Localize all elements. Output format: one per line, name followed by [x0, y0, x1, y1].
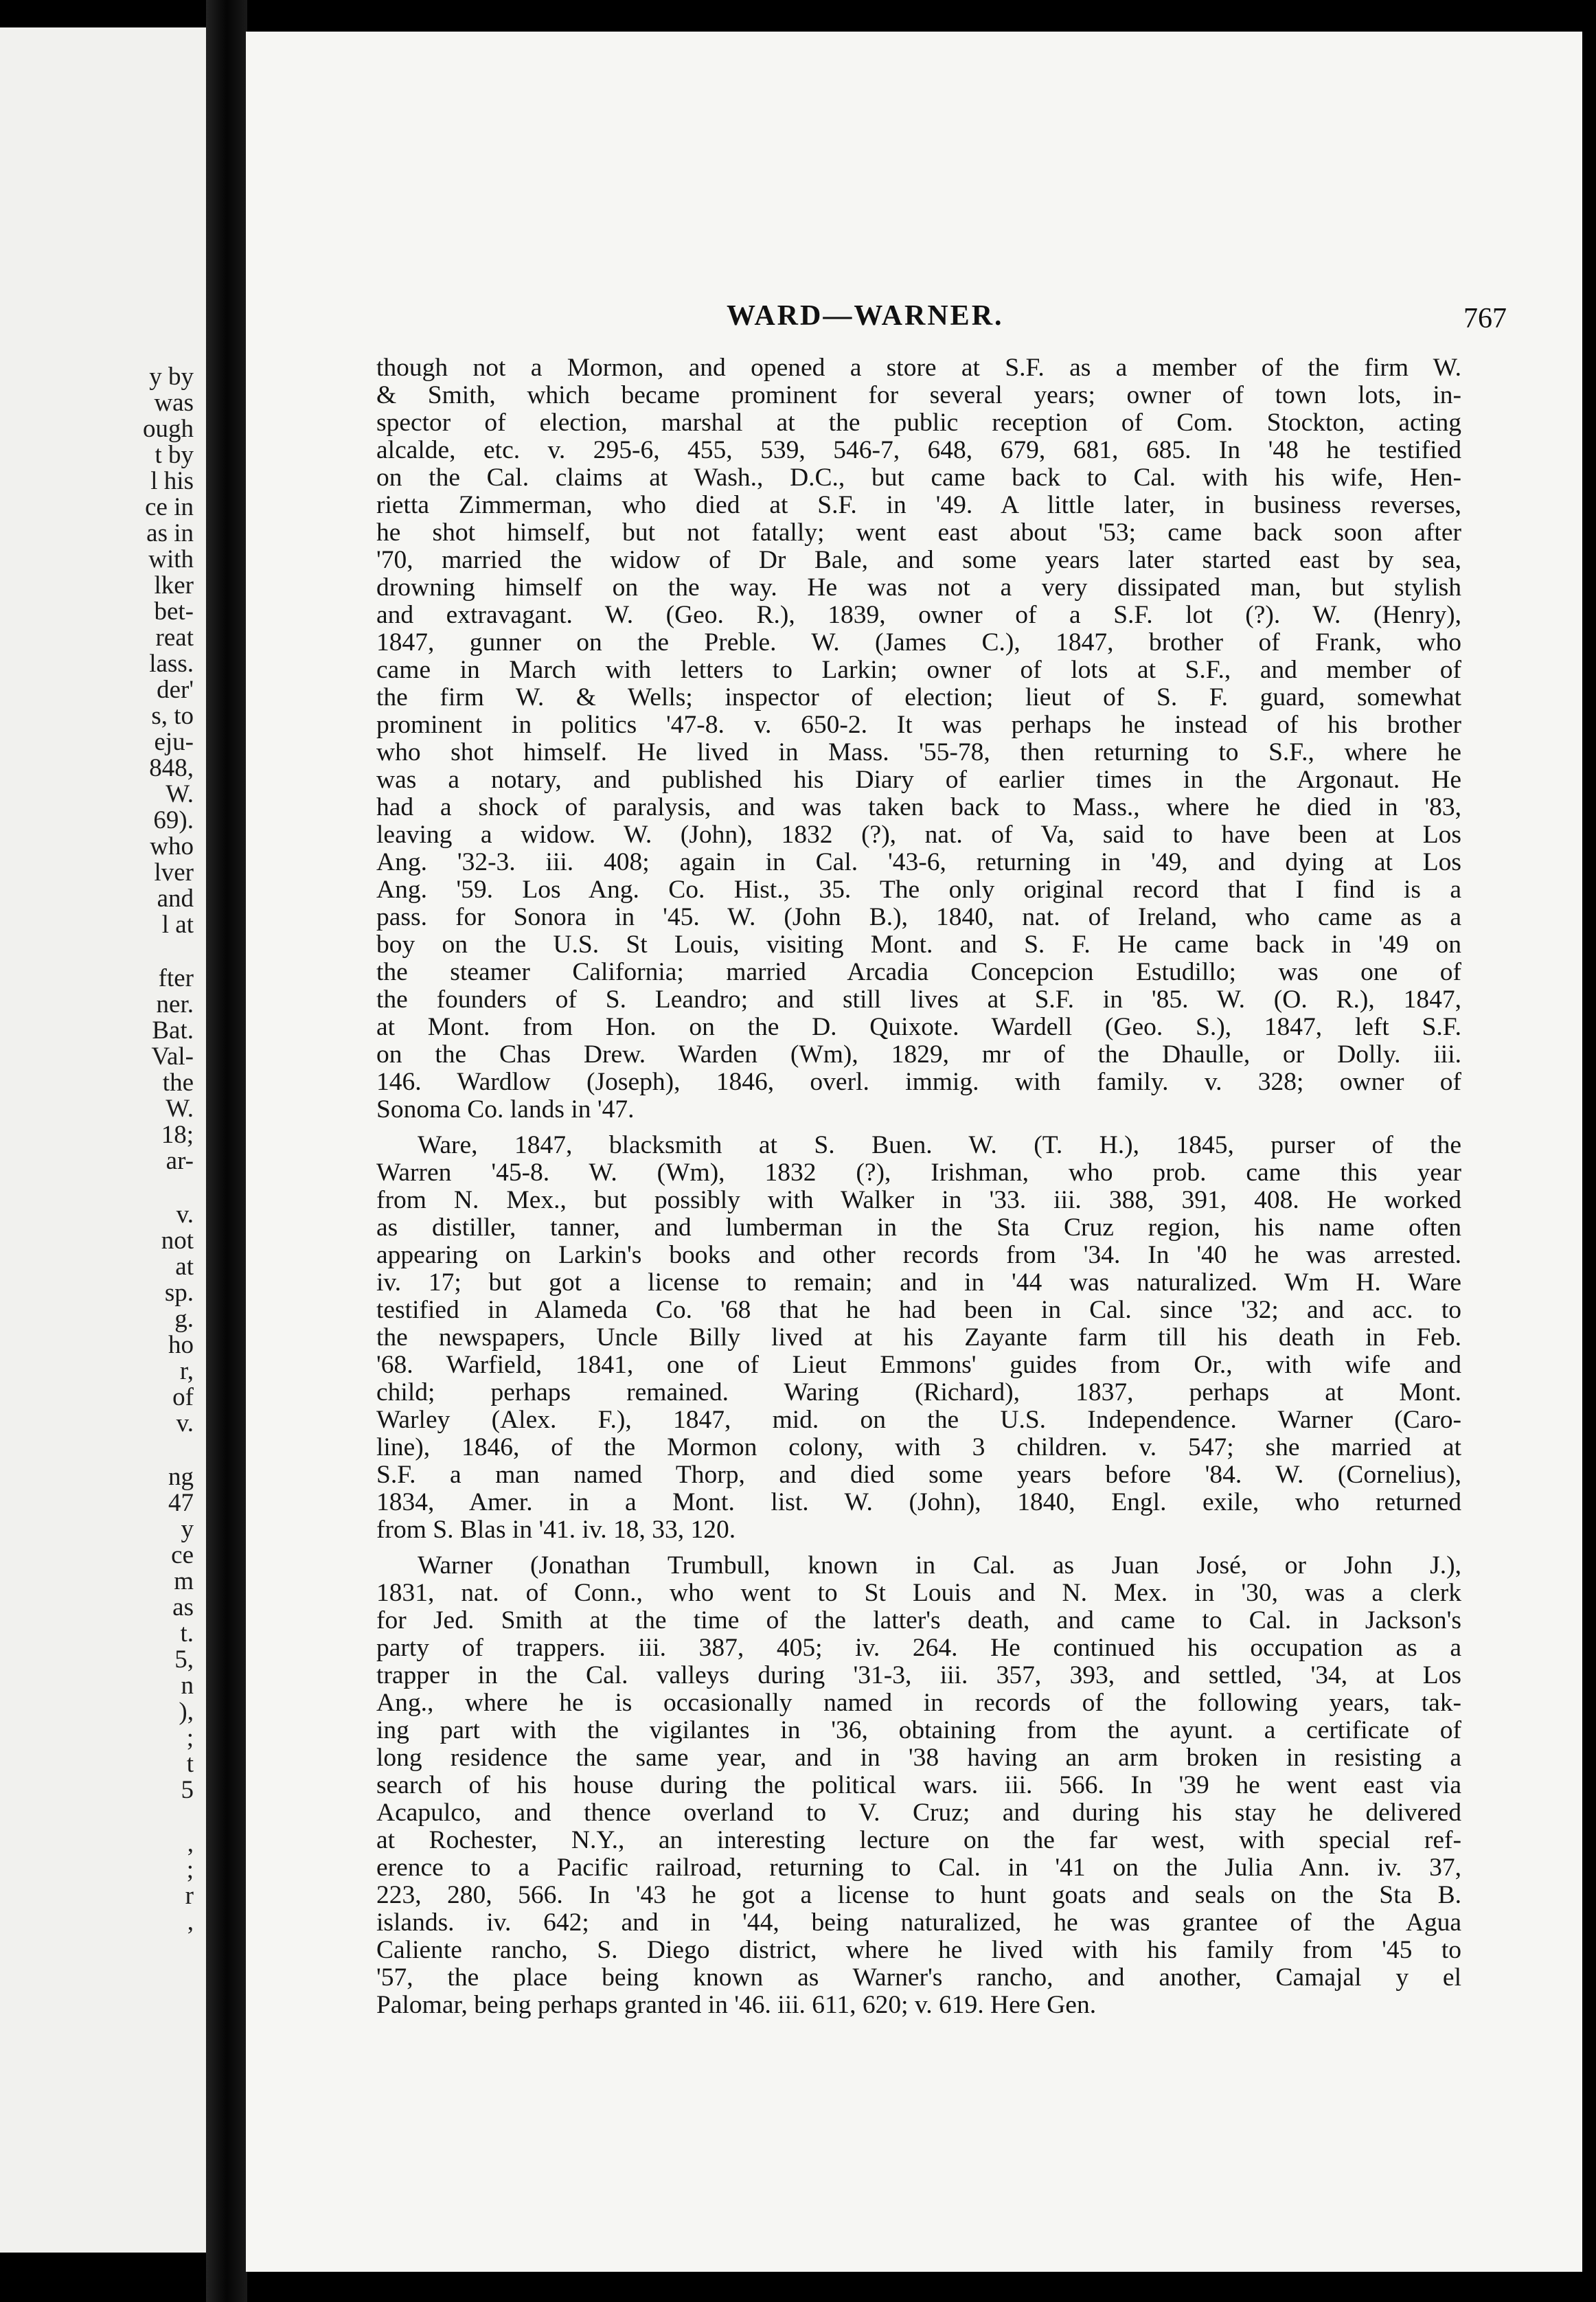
left-page-fragment: reat [155, 624, 194, 652]
page-title: WARD—WARNER. [727, 300, 1004, 332]
left-page-fragment: W. [166, 1095, 194, 1123]
left-page-fragment: eju- [154, 728, 194, 756]
text-line: 146. Wardlow (Joseph), 1846, overl. immig. with family. v. 328; owner of [376, 1068, 1461, 1096]
text-line: Sonoma Co. lands in '47. [376, 1095, 635, 1124]
text-line: at Rochester, N.Y., an interesting lecture on the far west, with special ref- [376, 1826, 1461, 1854]
left-page-fragment: t. [180, 1619, 194, 1648]
left-page-fragment: lver [154, 858, 194, 887]
text-body [376, 354, 1461, 2019]
left-page-fragment: 18; [161, 1121, 194, 1149]
text-line: erence to a Pacific railroad, returning to Cal. in '41 on the Julia Ann. iv. 37, [376, 1854, 1461, 1882]
left-page-fragment: ; [186, 1724, 194, 1752]
left-page-fragment: t by [155, 441, 194, 469]
text-line: line), 1846, of the Mormon colony, with 3 children. v. 547; she married at [376, 1433, 1461, 1461]
text-line: Caliente rancho, S. Diego district, where he lived with his family from '45 to [376, 1936, 1461, 1964]
text-line: '57, the place being known as Warner's rancho, and another, Camajal y el [376, 1963, 1461, 1992]
book-gutter [206, 0, 247, 2302]
book-page [246, 32, 1582, 2272]
left-page-fragment: ar- [166, 1147, 194, 1175]
left-page-fragment: Val- [151, 1042, 194, 1071]
text-line: the founders of S. Leandro; and still lives at S.F. in '85. W. (O. R.), 1847, [376, 985, 1461, 1014]
left-page-fragment: m [174, 1567, 194, 1595]
text-line: and extravagant. W. (Geo. R.), 1839, owner of a S.F. lot (?). W. (Henry), [376, 601, 1461, 629]
paragraph [376, 1132, 1461, 1544]
left-page-fragment [0, 1803, 194, 1831]
text-line: who shot himself. He lived in Mass. '55-78, then returning to S.F., where he [376, 738, 1461, 766]
text-line: spector of election, marshal at the public reception of Com. Stockton, acting [376, 409, 1461, 437]
left-page-fragment: Bat. [152, 1016, 194, 1045]
left-facing-page [0, 27, 206, 2253]
left-page-fragment: s, to [151, 702, 194, 730]
left-page-fragment: g. [174, 1305, 194, 1333]
paragraph [376, 1552, 1461, 2019]
text-line: 1831, nat. of Conn., who went to St Louis and N. Mex. in '30, was a clerk [376, 1579, 1461, 1607]
text-line: Warley (Alex. F.), 1847, mid. on the U.S. Independence. Warner (Caro- [376, 1406, 1461, 1434]
left-page-fragment: not [161, 1227, 194, 1255]
left-page-fragment [0, 1174, 194, 1202]
left-page-fragment: with [148, 545, 194, 573]
left-page-fragment: ho [168, 1331, 194, 1359]
left-page-fragment: ng [168, 1463, 194, 1491]
text-line: as distiller, tanner, and lumberman in the Sta Cruz region, his name often [376, 1213, 1461, 1242]
text-line: pass. for Sonora in '45. W. (John B.), 1840, nat. of Ireland, who came as a [376, 903, 1461, 931]
text-line: was a notary, and published his Diary of earlier times in the Argonaut. He [376, 766, 1461, 794]
left-page-fragment: y [181, 1515, 194, 1543]
text-line: 223, 280, 566. In '43 he got a license to hunt goats and seals on the Sta B. [376, 1881, 1461, 1909]
text-line: Ang., where he is occasionally named in records of the following years, tak- [376, 1689, 1461, 1717]
text-line: had a shock of paralysis, and was taken back to Mass., where he died in '83, [376, 793, 1461, 821]
left-page-fragment: l his [150, 467, 194, 495]
left-page-fragment: , [187, 1830, 194, 1858]
text-line: prominent in politics '47-8. v. 650-2. It was perhaps he instead of his brother [376, 711, 1461, 739]
left-page-fragment: fter [158, 964, 194, 992]
left-page-fragment: 69). [153, 806, 194, 834]
text-line: on the Chas Drew. Warden (Wm), 1829, mr of the Dhaulle, or Dolly. iii. [376, 1040, 1461, 1069]
left-page-fragment: lass. [149, 650, 194, 678]
left-page-fragment [0, 938, 194, 966]
text-line: alcalde, etc. v. 295-6, 455, 539, 546-7, 648, 679, 681, 685. In '48 he testified [376, 436, 1461, 464]
text-line: appearing on Larkin's books and other records from '34. In '40 he was arrested. [376, 1241, 1461, 1269]
text-line: on the Cal. claims at Wash., D.C., but came back to Cal. with his wife, Hen- [376, 464, 1461, 492]
text-line: trapper in the Cal. valleys during '31-3, iii. 357, 393, and settled, '34, at Los [376, 1661, 1461, 1689]
left-page-fragment: , [187, 1908, 194, 1936]
text-line: at Mont. from Hon. on the D. Quixote. Wardell (Geo. S.), 1847, left S.F. [376, 1013, 1461, 1041]
text-line: islands. iv. 642; and in '44, being naturalized, he was grantee of the Agua [376, 1908, 1461, 1937]
text-line: rietta Zimmerman, who died at S.F. in '49. A little later, in business reverses, [376, 491, 1461, 519]
paragraph [376, 354, 1461, 1124]
left-page-fragment: W. [166, 780, 194, 808]
left-page-fragment: der' [157, 676, 194, 704]
running-head [246, 299, 1582, 347]
text-line: Warner (Jonathan Trumbull, known in Cal. as Juan José, or John J.), [418, 1551, 1461, 1580]
text-line: Ang. '32-3. iii. 408; again in Cal. '43-6, returning in '49, and dying at Los [376, 848, 1461, 876]
left-page-fragment: bet- [154, 597, 194, 626]
text-line: from N. Mex., but possibly with Walker in '33. iii. 388, 391, 408. He worked [376, 1186, 1461, 1214]
text-line: 1847, gunner on the Preble. W. (James C.), 1847, brother of Frank, who [376, 628, 1461, 657]
left-page-fragment: ner. [156, 990, 194, 1018]
left-page-fragment: the [162, 1069, 194, 1097]
text-line: he shot himself, but not fatally; went east about '53; came back soon after [376, 518, 1461, 547]
left-page-fragment: y by [149, 363, 194, 391]
left-page-fragment: was [154, 389, 194, 417]
left-page-fragment: 848, [149, 754, 194, 782]
text-line: Acapulco, and thence overland to V. Cruz; and during his stay he delivered [376, 1799, 1461, 1827]
left-page-fragment: ; [186, 1856, 194, 1884]
left-page-fragment: 47 [168, 1489, 194, 1517]
left-page-fragment: ), [179, 1698, 194, 1726]
text-line: long residence the same year, and in '38 having an arm broken in resisting a [376, 1744, 1461, 1772]
left-page-fragment: r [185, 1882, 194, 1910]
left-page-fragment: as [172, 1593, 194, 1621]
text-line: & Smith, which became prominent for several years; owner of town lots, in- [376, 381, 1461, 409]
left-page-fragment: r, [179, 1357, 194, 1385]
text-line: though not a Mormon, and opened a store at S.F. as a member of the firm W. [376, 354, 1461, 382]
text-line: search of his house during the political wars. iii. 566. In '39 he went east via [376, 1771, 1461, 1799]
text-line: iv. 17; but got a license to remain; and in '44 was naturalized. Wm H. Ware [376, 1268, 1461, 1297]
left-page-fragment: at [175, 1253, 194, 1281]
text-line: '70, married the widow of Dr Bale, and some years later started east by sea, [376, 546, 1461, 574]
text-line: S.F. a man named Thorp, and died some years before '84. W. (Cornelius), [376, 1461, 1461, 1489]
text-line: leaving a widow. W. (John), 1832 (?), nat. of Va, said to have been at Los [376, 821, 1461, 849]
text-line: '68. Warfield, 1841, one of Lieut Emmons' guides from Or., with wife and [376, 1351, 1461, 1379]
left-page-fragment: who [150, 832, 194, 861]
left-page-fragment: as in [146, 519, 194, 547]
page-number: 767 [1463, 303, 1507, 334]
left-page-fragment: 5 [181, 1776, 194, 1804]
text-line: ing part with the vigilantes in '36, obtaining from the ayunt. a certificate of [376, 1716, 1461, 1744]
left-page-fragment: ough [143, 415, 194, 443]
left-page-fragment: v. [176, 1200, 194, 1229]
left-page-fragment: t [186, 1750, 194, 1778]
left-page-text-fragments [0, 364, 194, 1935]
left-page-fragment: l at [161, 911, 194, 939]
text-line: from S. Blas in '41. iv. 18, 33, 120. [376, 1516, 736, 1544]
text-line: Ware, 1847, blacksmith at S. Buen. W. (T. H.), 1845, purser of the [418, 1131, 1461, 1159]
text-line: Palomar, being perhaps granted in '46. iii. 611, 620; v. 619. Here Gen. [376, 1991, 1097, 2019]
text-line: the newspapers, Uncle Billy lived at his Zayante farm till his death in Feb. [376, 1323, 1461, 1352]
left-page-fragment: sp. [164, 1279, 194, 1307]
text-line: 1834, Amer. in a Mont. list. W. (John), 1840, Engl. exile, who returned [376, 1488, 1461, 1516]
text-line: for Jed. Smith at the time of the latter's death, and came to Cal. in Jackson's [376, 1606, 1461, 1634]
left-page-fragment: ce in [145, 493, 194, 521]
text-line: the steamer California; married Arcadia Concepcion Estudillo; was one of [376, 958, 1461, 986]
text-line: came in March with letters to Larkin; owner of lots at S.F., and member of [376, 656, 1461, 684]
left-page-fragment: n [181, 1672, 194, 1700]
left-page-fragment: and [157, 885, 194, 913]
text-line: drowning himself on the way. He was not a very dissipated man, but stylish [376, 573, 1461, 602]
text-line: Ang. '59. Los Ang. Co. Hist., 35. The only original record that I find is a [376, 876, 1461, 904]
left-page-fragment [0, 1437, 194, 1464]
left-page-fragment: 5, [174, 1645, 194, 1674]
left-page-fragment: lker [154, 571, 194, 600]
left-page-fragment: ce [171, 1541, 194, 1569]
text-line: boy on the U.S. St Louis, visiting Mont. and S. F. He came back in '49 on [376, 931, 1461, 959]
text-line: child; perhaps remained. Waring (Richard), 1837, perhaps at Mont. [376, 1378, 1461, 1406]
text-line: Warren '45-8. W. (Wm), 1832 (?), Irishman, who prob. came this year [376, 1159, 1461, 1187]
text-line: party of trappers. iii. 387, 405; iv. 264. He continued his occupation as a [376, 1634, 1461, 1662]
text-line: the firm W. & Wells; inspector of election; lieut of S. F. guard, somewhat [376, 683, 1461, 711]
left-page-fragment: v. [176, 1409, 194, 1437]
left-page-fragment: of [172, 1383, 194, 1411]
text-line: testified in Alameda Co. '68 that he had been in Cal. since '32; and acc. to [376, 1296, 1461, 1324]
